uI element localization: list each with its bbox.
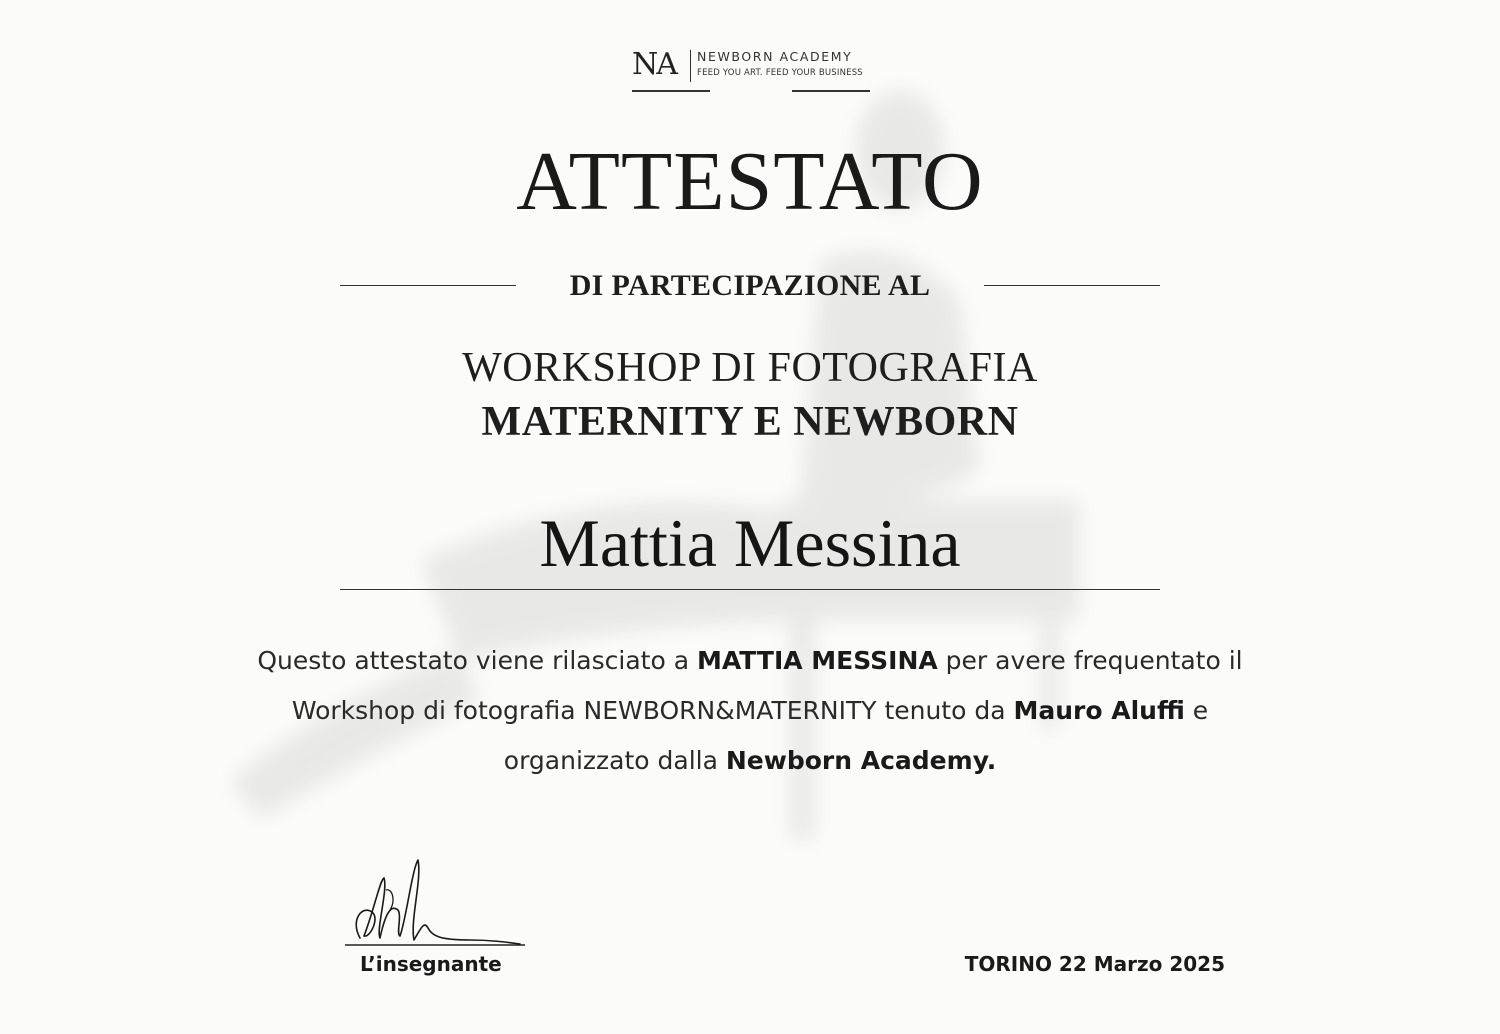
academy-logo — [632, 46, 872, 94]
logo-underline-left — [632, 90, 710, 92]
workshop-name-line2: MATERNITY E NEWBORN — [481, 399, 1019, 445]
teacher-signature — [340, 850, 530, 950]
recipient-name: Mattia Messina — [539, 505, 961, 581]
body-text-part2: per avere frequentato il Workshop di fotografia NEWBORN&MATERNITY tenuto da — [291, 646, 1243, 725]
logo-name: NEWBORN ACADEMY — [697, 49, 853, 64]
body-text-part1: Questo attestato viene rilasciato a — [257, 646, 697, 675]
certificate-body — [230, 636, 1270, 786]
signature-caption: L’insegnante — [360, 952, 502, 976]
body-teacher: Mauro Aluffi — [1013, 696, 1185, 725]
workshop-name-line1: WORKSHOP DI FOTOGRAFIA — [462, 345, 1038, 391]
subtitle-rule-right — [984, 285, 1160, 286]
subtitle-row — [340, 266, 1160, 306]
certificate-title: ATTESTATO — [516, 135, 984, 228]
logo-tagline: FEED YOU ART. FEED YOUR BUSINESS — [697, 68, 863, 78]
body-recipient: MATTIA MESSINA — [696, 646, 938, 675]
logo-underline-right — [792, 90, 870, 92]
certificate-subtitle: DI PARTECIPAZIONE AL — [569, 269, 931, 302]
body-organizer: Newborn Academy. — [725, 746, 997, 775]
place-and-date: TORINO 22 Marzo 2025 — [964, 952, 1225, 976]
recipient-underline — [340, 589, 1160, 590]
logo-divider — [690, 50, 691, 82]
body-text-part3: e organizzato dalla — [503, 696, 1209, 775]
logo-monogram: NA — [632, 47, 676, 82]
